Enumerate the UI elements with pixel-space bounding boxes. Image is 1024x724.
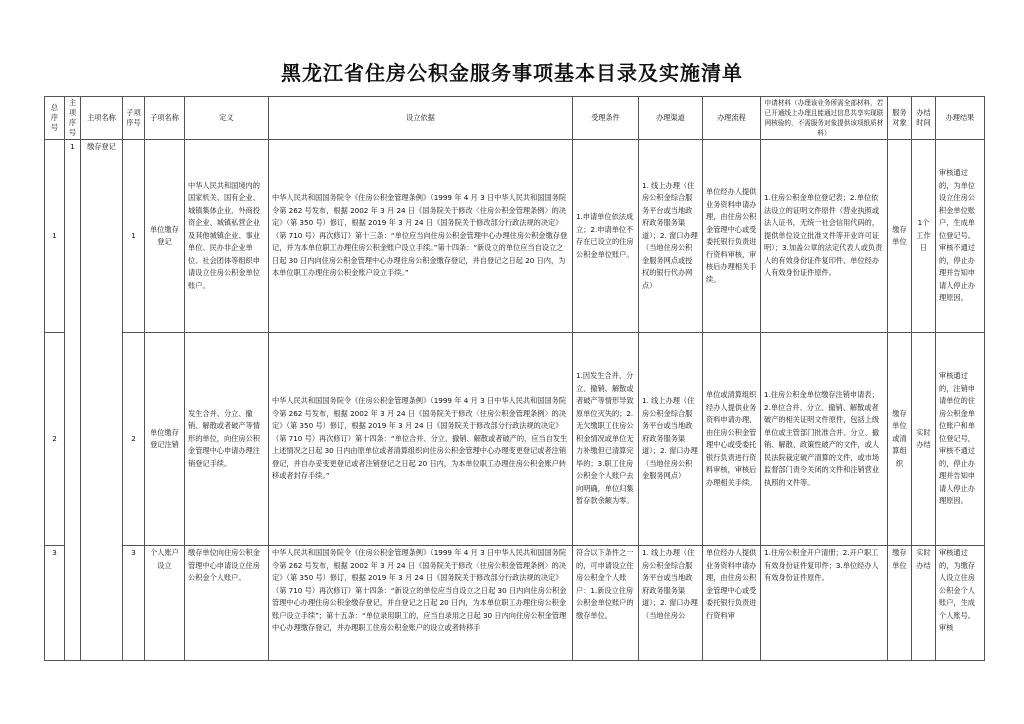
total-no-cell: 3 bbox=[45, 546, 65, 661]
definition-cell: 缴存单位向住房公积金管理中心申请设立住房公积金个人账户。 bbox=[185, 546, 269, 661]
header-process: 办理流程 bbox=[703, 97, 761, 140]
table-row bbox=[45, 546, 985, 661]
header-time: 办结时间 bbox=[912, 97, 936, 140]
definition-cell: 发生合并、分立、撤销、解散或者破产等情形的单位，向住房公积金管理中心申请办理注销登记手续。 bbox=[185, 333, 269, 546]
basis-cell: 中华人民共和国国务院令《住房公积金管理条例》（1999 年 4 月 3 日中华人民共和国国务院令第 262 号发布，根据 2002 年 3 月 24 日《国务院关于修改〈住房公积金管理条例〉的决定》（第 350 号）修订，根据 2019 年 3 月 24 日《国务院关于修改部分行政法规的决定》（第 710 号）再次修订）第十四条：“新设立的单位应当自设立之日起 30 日内向住房公积金管理中心办理住房公积金缴存登记，并自登记之日起 20 日内，为本单位职工办理住房公积金账户设立手续”；第十五条：“单位录用职工的，应当自录用之日起 30 日内向住房公积金管理中心办理缴存登记，并办理职工住房公积金账户的设立或者转移手 bbox=[269, 546, 573, 661]
conditions-cell: 1.因发生合并、分立、撤销、解散或者破产等情形导致原单位灭失的；2.无欠缴职工住房公积金情况或单位无力补缴但已清算完毕的；3.职工住房公积金个人账户去向明确，单位归集暂存款余额为零。 bbox=[573, 333, 639, 546]
header-target: 服务对象 bbox=[888, 97, 912, 140]
page-title: 黑龙江省住房公积金服务事项基本目录及实施清单 bbox=[281, 61, 743, 85]
sub-no-cell: 3 bbox=[123, 546, 145, 661]
sub-no-cell: 2 bbox=[123, 333, 145, 546]
header-conditions: 受理条件 bbox=[573, 97, 639, 140]
time-cell: 1个工作日 bbox=[912, 140, 936, 333]
header-channels: 办理渠道 bbox=[639, 97, 703, 140]
header-sub-name: 子项名称 bbox=[145, 97, 185, 140]
header-total-no: 总序号 bbox=[45, 97, 65, 140]
conditions-cell: 符合以下条件之一的，可申请设立住房公积金个人账户：1.新设立住房公积金单位账户的缴存单位。 bbox=[573, 546, 639, 661]
materials-cell: 1.住房公积金单位登记表；2.单位依法设立的证明文件原件（营业执照或法人证书，无统一社会信用代码的，提供单位设立批准文件等开业许可证明）；3.加盖公章的法定代表人或负责人的有效身份证件复印件、单位经办人有效身份证件原件。 bbox=[761, 140, 888, 333]
header-definition: 定义 bbox=[185, 97, 269, 140]
basis-cell: 中华人民共和国国务院令《住房公积金管理条例》（1999 年 4 月 3 日中华人民共和国国务院令第 262 号发布，根据 2002 年 3 月 24 日《国务院关于修改〈住房公积金管理条例〉的决定》（第 350 号）修订，根据 2019 年 3 月 24 日《国务院关于修改部分行政法规的决定》（第 710 号）再次修订）第十四条：“单位合并、分立、撤销、解散或者破产的，应当自发生上述情况之日起 30 日内由原单位或者清算组织向住房公积金管理中心办理变更登记或者注销登记，并自办妥变更登记或者注销登记之日起 20 日内，为本单位职工办理住房公积金账户转移或者封存手续。” bbox=[269, 333, 573, 546]
header-sub-no: 子项序号 bbox=[123, 97, 145, 140]
main-name-cell: 缴存登记 bbox=[81, 140, 123, 661]
materials-cell: 1.住房公积金开户清册；2.开户职工有效身份证件复印件；3.单位经办人有效身份证件原件。 bbox=[761, 546, 888, 661]
channels-cell: 1. 线上办理（住房公积金综合服务平台或当地政府政务服务渠道）；2. 窗口办理（当地住房公 bbox=[639, 546, 703, 661]
total-no-cell: 1 bbox=[45, 140, 65, 333]
table-row bbox=[45, 140, 985, 333]
result-cell: 审核通过的，注销申请单位的住房公积金单位账户和单位登记号，审核不通过的，停止办理并告知申请人停止办理原因。 bbox=[936, 333, 985, 546]
materials-cell: 1.住房公积金单位缴存注销申请表；2.单位合并、分立、撤销、解散或者破产的相关证明文件原件，包括上级单位或主管部门批准合并、分立、撤销、解散、政策性破产的文件，或人民法院裁定破产清算的文件，或市场监督部门责令关闭的文件和注销营业执照的文件等。 bbox=[761, 333, 888, 546]
channels-cell: 1. 线上办理（住房公积金综合服务平台或当地政府政务服务渠道）；2. 窗口办理（当地住房公积金服务网点或授权的银行代办网点） bbox=[639, 140, 703, 333]
sub-name-cell: 单位缴存登记 bbox=[145, 140, 185, 333]
time-cell: 实时办结 bbox=[912, 546, 936, 661]
sub-name-cell: 个人账户设立 bbox=[145, 546, 185, 661]
definition-cell: 中华人民共和国境内的国家机关、国有企业、城镇集体企业、外商投资企业、城镇私营企业及其他城镇企业、事业单位、民办非企业单位、社会团体等组织申请设立住房公积金单位账户。 bbox=[185, 140, 269, 333]
target-cell: 缴存单位 bbox=[888, 546, 912, 661]
target-cell: 缴存单位 bbox=[888, 140, 912, 333]
time-cell: 实时办结 bbox=[912, 333, 936, 546]
main-no-cell: 1 bbox=[65, 140, 81, 661]
header-result: 办理结果 bbox=[936, 97, 985, 140]
target-cell: 缴存单位或清算组织 bbox=[888, 333, 912, 546]
table-row bbox=[45, 333, 985, 546]
sub-name-cell: 单位缴存登记注销 bbox=[145, 333, 185, 546]
process-cell: 单位或清算组织经办人提供业务资料申请办理，由住房公积金管理中心或受委托银行负责进行资料审核，审核后办理相关手续。 bbox=[703, 333, 761, 546]
result-cell: 审核通过的，为单位设立住房公积金单位账户，生成单位登记号。审核不通过的，停止办理并告知申请人停止办理原因。 bbox=[936, 140, 985, 333]
result-cell: 审核通过的，为缴存人设立住房公积金个人账户，生成个人账号。审核 bbox=[936, 546, 985, 661]
process-cell: 单位经办人提供业务资料申请办理，由住房公积金管理中心或受委托银行负责进行资料审核，审核后办理相关手续。 bbox=[703, 140, 761, 333]
total-no-cell: 2 bbox=[45, 333, 65, 546]
header-row bbox=[45, 97, 985, 140]
service-table bbox=[44, 96, 985, 661]
basis-cell: 中华人民共和国国务院令《住房公积金管理条例》（1999 年 4 月 3 日中华人民共和国国务院令第 262 号发布，根据 2002 年 3 月 24 日《国务院关于修改〈住房公积金管理条例〉的决定》（第 350 号）修订，根据 2019 年 3 月 24 日《国务院关于修改部分行政法规的决定》（第 710 号）再次修订）第十三条：“单位应当向住房公积金管理中心办理住房公积金缴存登记，并为本单位职工办理住房公积金账户设立手续。”第十四条：“新设立的单位应当自设立之日起 30 日内向住房公积金管理中心办理住房公积金缴存登记，并自登记之日起 20 日内，为本单位职工办理住房公积金账户设立手续。” bbox=[269, 140, 573, 333]
header-main-no: 主项序号 bbox=[65, 97, 81, 140]
sub-no-cell: 1 bbox=[123, 140, 145, 333]
header-materials: 申请材料（办理该业务所需全部材料，若已开通线上办理且能通过信息共享实现联网核验的，不需服务对象提供该项纸质材料） bbox=[761, 97, 888, 140]
header-main-name: 主项名称 bbox=[81, 97, 123, 140]
channels-cell: 1. 线上办理（住房公积金综合服务平台或当地政府政务服务渠道）；2. 窗口办理（当地住房公积金服务网点） bbox=[639, 333, 703, 546]
process-cell: 单位经办人提供业务资料申请办理，由住房公积金管理中心或受委托银行负责进行资料审 bbox=[703, 546, 761, 661]
header-basis: 设立依据 bbox=[269, 97, 573, 140]
conditions-cell: 1.申请单位依法成立；2.申请单位不存在已设立的住房公积金单位账户。 bbox=[573, 140, 639, 333]
